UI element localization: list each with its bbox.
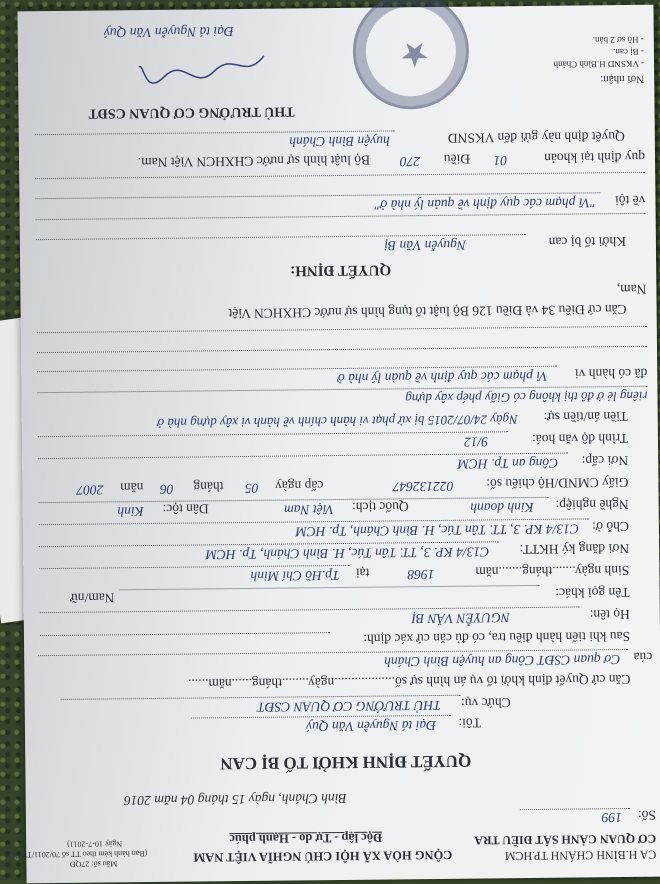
cua-value: Cơ quan CSĐT Công an huyện Bình Chánh [384, 652, 621, 670]
dan-toc-label: Dân tộc: [162, 501, 209, 517]
nghe-label: Nghề nghiệp: [555, 496, 629, 513]
trinh-do-dots [38, 431, 508, 437]
document-content [3, 5, 660, 884]
sau-khi: Sau khi tiến hành điều tra, có đủ căn cứ xác định: [363, 628, 631, 647]
dan-toc-value: Kinh [117, 504, 144, 520]
trinh-do-label: Trình độ văn hoá: [531, 430, 629, 447]
noi-nhan-1: - VKSND H.Bình Chánh [553, 58, 645, 70]
ten-goi-dots [120, 585, 540, 590]
quy-dinh-label: quy định tại khoản [544, 149, 646, 166]
tai-value: Tp.Hồ Chí Minh [250, 568, 340, 584]
da-co-value: Vi phạm các quy định về quản lý nhà ở [337, 368, 548, 387]
cmnd-label: Giấy CMND/Hộ chiếu số: [486, 474, 629, 492]
quyet-dinh-heading: QUYẾT ĐỊNH: [290, 261, 392, 279]
gui-label: Quyết định này gửi đến VKSND [447, 129, 625, 146]
form-code: Mẫu số: 27QĐ [69, 859, 118, 869]
khoi-to-value: Nguyễn Văn Bị [384, 237, 467, 254]
so-value: 199 [601, 810, 623, 826]
agency-line1: CA H.BÌNH CHÁNH TP.HCM [504, 847, 657, 864]
noi-dk-label: Nơi đăng ký HKTT: [519, 540, 630, 558]
blank-line-3 [36, 213, 646, 220]
noi-nhan-2: - Bị can. [613, 46, 644, 58]
so-label: Số: [637, 807, 656, 823]
agency-line2: CƠ QUAN CẢNH SÁT ĐIỀU TRA [474, 831, 657, 848]
star-icon: ★ [399, 35, 431, 73]
nam-label: năm [120, 480, 144, 496]
bo-luat: Bộ luật hình sự nước CHXHCN Việt Nam. [137, 152, 371, 171]
form-date: Ngày 10-7-2011) [67, 839, 123, 849]
official-seal [352, 0, 469, 110]
gui-value: huyện Bình Chánh [289, 133, 390, 150]
place-date: Bình Chánh, ngày 15 tháng 04 năm 2016 [123, 790, 347, 809]
trinh-do-value: 9/12 [463, 434, 489, 450]
cho-o-label: Chỗ ở: [592, 518, 629, 535]
nghe-value: Kinh doanh [470, 499, 534, 516]
document-title: QUYẾT ĐỊNH KHỞI TỐ BỊ CAN [220, 751, 472, 774]
chuc-vu-value: THỦ TRƯỞNG CƠ QUAN CSĐT [257, 697, 441, 715]
da-co-label: đã có hành vi [574, 365, 648, 382]
cap-ngay-value: 05 [244, 480, 259, 496]
ten-goi-khac: Tên gọi khác: [555, 584, 630, 601]
country-line2: Độc lập - Tự do - Hạnh phúc [229, 830, 383, 847]
toi-label: Tôi: [458, 715, 482, 731]
dieu-value: 270 [399, 154, 421, 170]
cho-o-value: C13/4 KP. 3, TT. Tân Túc, H. Bình Chánh, Tp. HCM [295, 521, 579, 540]
tien-an-value-2: riêng lẻ ở đô thị không có Giấy phép xây dựng [405, 388, 648, 407]
sinh-ngay: Sinh ngày.......tháng.......năm [475, 562, 630, 580]
noi-cap-value: Công an Tp. HCM [457, 455, 559, 472]
signer-name: Đại tá Nguyễn Văn Quý [103, 24, 234, 41]
thang-label: tháng [193, 479, 224, 495]
can-cu-2: Căn cứ Điều 34 và Điều 126 Bộ luật tố tụng hình sự nước CHXHCN Việt [228, 301, 627, 322]
toi-value: Đại tá Nguyễn Văn Quý [306, 718, 437, 735]
noi-nhan-3: - Hồ sơ 2 bản. [592, 34, 644, 46]
blank-line-1 [37, 346, 647, 353]
sau-khi-dots [40, 632, 330, 636]
sinh-nam-value: 1968 [407, 567, 435, 583]
ve-toi-value: "Vi phạm các quy định về quản lý nhà ở" [374, 195, 596, 213]
khoan-value: 01 [493, 153, 508, 169]
chuc-vu-label: Chức vụ: [460, 695, 511, 711]
khoi-to-label: Khởi tố bị can [548, 233, 626, 250]
tai-label: tại [355, 565, 370, 581]
can-cu-1: Căn cứ Quyết định khởi tố vụ án hình sự số..................ngày........tháng......năm...... [188, 671, 631, 692]
noi-dk-value: C13/4 KP. 3, TT. Tân Túc, H. Bình Chánh, Tp. HCM [205, 544, 490, 563]
document-page [3, 5, 660, 884]
tien-an-value: Ngày 24/07/2015 bị xử phạt vi hành chính về hành vi xây dựng nhà ở [157, 412, 518, 431]
ho-ten-label: Họ tên: [589, 606, 630, 623]
thang-value: 06 [159, 481, 174, 497]
form-note: (Ban hành kèm theo TT số 70/2011/TT-BCA [3, 849, 148, 860]
signer-title: THỦ TRƯỞNG CƠ QUAN CSĐT [88, 103, 295, 121]
cap-ngay-label: cấp ngày [275, 478, 324, 494]
ve-toi-label: về tội [615, 192, 646, 209]
noi-cap-label: Nơi cấp: [581, 452, 629, 469]
cmnd-value: 022132647 [392, 478, 454, 495]
noi-nhan-label: Nơi nhận: [600, 72, 645, 86]
can-cu-2b: Nam, [616, 281, 647, 298]
blank-line-4 [35, 172, 645, 179]
quoc-tich-label: Quốc tịch: [351, 499, 409, 515]
dieu-label: Điều [443, 151, 471, 167]
cua-label: của [633, 649, 653, 665]
gioi-tinh: Nam/nữ [70, 590, 115, 606]
ho-ten-value: NGUYỄN VĂN BỊ [411, 610, 510, 627]
tien-an-label: Tiền án/tiền sự: [543, 408, 628, 425]
country-line1: CỘNG HÒA XÃ HỘI CHỦ NGHĨA VIỆT NAM [193, 847, 453, 865]
nam-value: 2007 [76, 482, 104, 498]
quoc-tich-value: Việt Nam [283, 502, 334, 518]
signature [134, 46, 274, 87]
blank-line-2 [37, 326, 647, 333]
